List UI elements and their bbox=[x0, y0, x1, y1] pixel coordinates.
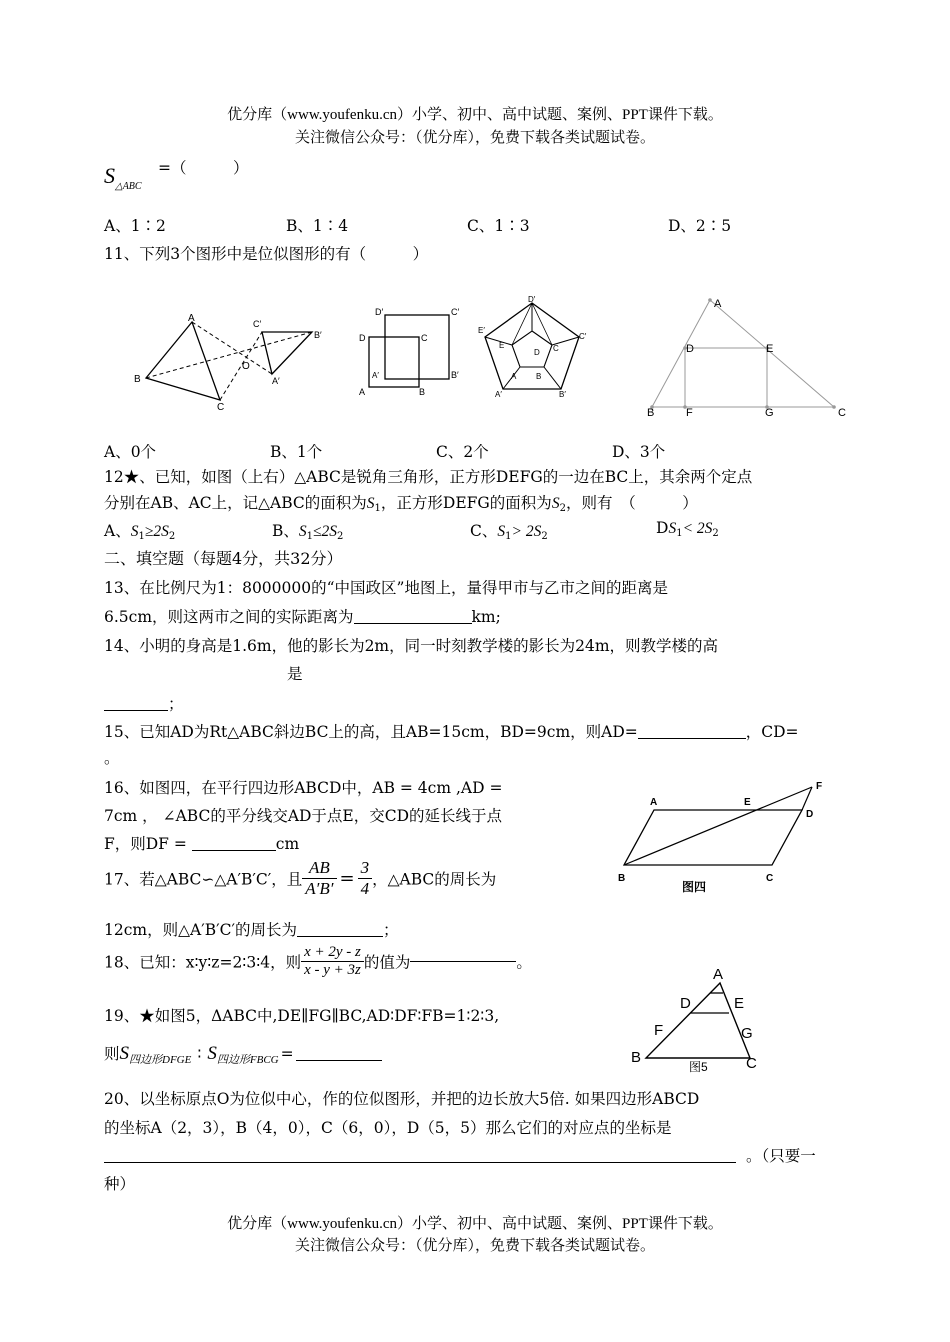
q11-figure-2 bbox=[355, 305, 465, 400]
section-2-title: 二、填空题（每题4分，共32分） bbox=[104, 549, 343, 568]
q11-option-d: D、3个 bbox=[612, 443, 666, 461]
q20-line-4: 种） bbox=[104, 1175, 136, 1193]
fig5-label-g: G bbox=[741, 1025, 753, 1042]
fig-q16-label-e: E bbox=[744, 797, 751, 808]
q20-line-1: 20、以坐标原点O为位似中心，作的位似图形，并把的边长放大5倍. 如果四边形ABCD bbox=[104, 1090, 700, 1108]
q16-line-1: 16、如图四，在平行四边形ABCD中，AB = 4cm ,AD = bbox=[104, 779, 503, 797]
fig3-label-e-prime: E′ bbox=[478, 326, 485, 335]
fig5-label-a: A bbox=[713, 966, 724, 983]
q10-tail: =（ ） bbox=[158, 159, 249, 177]
q10-area-ratio: $S_{\triangle ABC}$ bbox=[104, 163, 142, 192]
q10-option-b: B、1∶4 bbox=[286, 217, 349, 235]
fig-q16-label-a: A bbox=[650, 797, 658, 808]
fig3-label-b-prime: B′ bbox=[559, 390, 566, 399]
q13-line-1: 13、在比例尺为1：8000000的“中国政区”地图上，量得甲市与乙市之间的距离是 bbox=[104, 579, 668, 597]
q17-line-2: 12cm，则△A′B′C′的周长为 ； bbox=[104, 921, 399, 939]
q11-figure-1 bbox=[130, 308, 330, 413]
q16-figure bbox=[612, 775, 832, 900]
fig5-caption: 图5 bbox=[689, 1060, 708, 1074]
fig4-label-f: F bbox=[686, 407, 693, 419]
fig4-label-b: B bbox=[647, 407, 655, 419]
q19-line-1: 19、★如图5，ΔABC中,DE∥FG∥BC,AD∶DF∶FB=1∶2∶3, bbox=[104, 1007, 500, 1025]
q20-answer-blank[interactable] bbox=[104, 1162, 736, 1163]
fig3-label-a-prime: A′ bbox=[495, 390, 502, 399]
q12-line-2: 分别在AB、AC上，记△ABC的面积为$S_1$，正方形DEFG的面积为$S_2$，则有 （ ） bbox=[104, 494, 698, 514]
q20-line-2: 的坐标A（2，3），B（4，0），C（6，0），D（5，5）那么它们的对应点的坐标是 bbox=[104, 1119, 672, 1137]
q12-figure bbox=[640, 290, 850, 420]
q10-option-a: A、1∶2 bbox=[104, 217, 166, 235]
fig5-label-e: E bbox=[734, 995, 745, 1012]
q16-line-3: F，则DF = cm bbox=[104, 835, 300, 853]
fig4-label-d: D bbox=[686, 343, 694, 355]
q15-line-1: 15、已知AD为Rt△ABC斜边BC上的高，且AB=15cm，BD=9cm，则AD= ，CD= bbox=[104, 723, 799, 741]
fig3-label-e: E bbox=[499, 341, 505, 350]
q11-figure-3 bbox=[475, 293, 590, 401]
q10-option-c: C、1∶3 bbox=[467, 217, 530, 235]
q15-line-2: 。 bbox=[104, 749, 120, 767]
q11-option-b: B、1个 bbox=[270, 443, 323, 461]
header-line-2: 关注微信公众号：（优分库），免费下载各类试题试卷。 bbox=[294, 130, 655, 146]
q18-line: 18、已知：x∶y∶z=2∶3∶4，则 $\frac{x + 2y - z}{x - y + 3z}$ 的值为 。 bbox=[104, 944, 532, 978]
q14-answer-blank[interactable] bbox=[104, 710, 168, 711]
q12-option-a: A、$S_1\ge 2S_2$ bbox=[104, 522, 176, 542]
q13-line-2: 6.5cm，则这两市之间的实际距离为 km; bbox=[104, 608, 501, 626]
header-line-1: 优分库（www.youfenku.cn）小学、初中、高中试题、案例、PPT课件下载。 bbox=[227, 107, 723, 123]
fig2-label-b-prime: B′ bbox=[451, 370, 459, 380]
footer-line-2: 关注微信公众号：（优分库），免费下载各类试题试卷。 bbox=[294, 1238, 655, 1254]
fig2-label-c-prime: C′ bbox=[451, 307, 460, 317]
q15-ad-blank[interactable] bbox=[638, 738, 746, 739]
q12-option-d: $DS_1< 2S_2$ bbox=[656, 519, 719, 539]
fig1-label-a-prime: A′ bbox=[272, 376, 280, 386]
fig4-label-e: E bbox=[766, 343, 774, 355]
fig1-label-b: B bbox=[134, 374, 141, 385]
fig1-label-c: C bbox=[217, 402, 225, 413]
q19-line-2: 则$S_{四边形DFGE}$ ∶ $S_{四边形FBCG}$ = bbox=[104, 1042, 382, 1067]
fig3-label-c-prime: C′ bbox=[579, 332, 587, 341]
fig2-label-d: D bbox=[359, 333, 366, 343]
fig-q16-label-b: B bbox=[618, 873, 626, 884]
fig3-label-d: D bbox=[534, 348, 540, 357]
fig2-label-d-prime: D′ bbox=[375, 307, 384, 317]
fig4-label-g: G bbox=[765, 407, 774, 419]
fig2-label-b: B bbox=[419, 387, 426, 397]
q18-answer-blank[interactable] bbox=[410, 961, 516, 962]
q17-line-1: 17、若△ABC∽△A′B′C′，且 $\frac{AB}{A'B'}$ = $\frac{3}{4}$ ，△ABC的周长为 bbox=[104, 858, 497, 898]
fig1-label-c-prime: C′ bbox=[253, 319, 262, 329]
fig5-label-c: C bbox=[746, 1055, 757, 1072]
fig5-label-b: B bbox=[631, 1049, 642, 1066]
q10-option-d: D、2∶5 bbox=[668, 217, 732, 235]
fig5-label-d: D bbox=[680, 995, 691, 1012]
q11-stem: 11、下列3个图形中是位似图形的有（ ） bbox=[104, 245, 429, 263]
fig1-label-a: A bbox=[188, 313, 195, 324]
fig4-label-c: C bbox=[838, 407, 846, 419]
q12-line-1: 12★、已知，如图（上右）△ABC是锐角三角形，正方形DEFG的一边在BC上，其余两个定点 bbox=[104, 468, 753, 486]
q11-option-a: A、0个 bbox=[104, 443, 157, 461]
fig-q16-label-d: D bbox=[806, 809, 814, 820]
q19-figure bbox=[628, 965, 788, 1075]
fig1-label-b-prime: B′ bbox=[314, 330, 322, 340]
q19-answer-blank[interactable] bbox=[296, 1060, 382, 1061]
fig3-label-d-prime: D′ bbox=[528, 295, 536, 304]
fig3-label-c: C bbox=[553, 344, 559, 353]
q16-line-2: 7cm ， ∠ABC的平分线交AD于点E，交CD的延长线于点 bbox=[104, 807, 503, 825]
q17-answer-blank[interactable] bbox=[297, 936, 383, 937]
fig3-label-b: B bbox=[536, 372, 542, 381]
q13-answer-blank[interactable] bbox=[354, 623, 472, 624]
fig4-label-a: A bbox=[714, 298, 722, 310]
fig2-label-a: A bbox=[359, 387, 366, 397]
q14-line-3: ； bbox=[104, 692, 184, 714]
fig-q16-caption: 图四 bbox=[682, 880, 707, 894]
q14-line-1: 14、小明的身高是1.6m，他的影长为2m，同一时刻教学楼的影长为24m，则教学楼的高 bbox=[104, 637, 719, 655]
fig3-label-a: A bbox=[511, 372, 517, 381]
fig2-label-c: C bbox=[421, 333, 428, 343]
q12-option-c: C、$S_1> 2S_2$ bbox=[470, 522, 548, 542]
fig-q16-label-f: F bbox=[816, 781, 823, 792]
q14-line-2: 是 bbox=[287, 665, 303, 683]
fig-q16-label-c: C bbox=[766, 873, 774, 884]
q16-answer-blank[interactable] bbox=[192, 850, 276, 851]
footer-line-1: 优分库（www.youfenku.cn）小学、初中、高中试题、案例、PPT课件下载。 bbox=[227, 1216, 723, 1232]
q11-option-c: C、2个 bbox=[436, 443, 489, 461]
fig2-label-a-prime: A′ bbox=[372, 371, 379, 380]
q12-option-b: B、$S_1\le 2S_2$ bbox=[272, 522, 344, 542]
fig5-label-f: F bbox=[654, 1022, 664, 1039]
fig1-label-o: O bbox=[242, 361, 250, 372]
q20-line-3: 。（只要一 bbox=[104, 1144, 816, 1166]
